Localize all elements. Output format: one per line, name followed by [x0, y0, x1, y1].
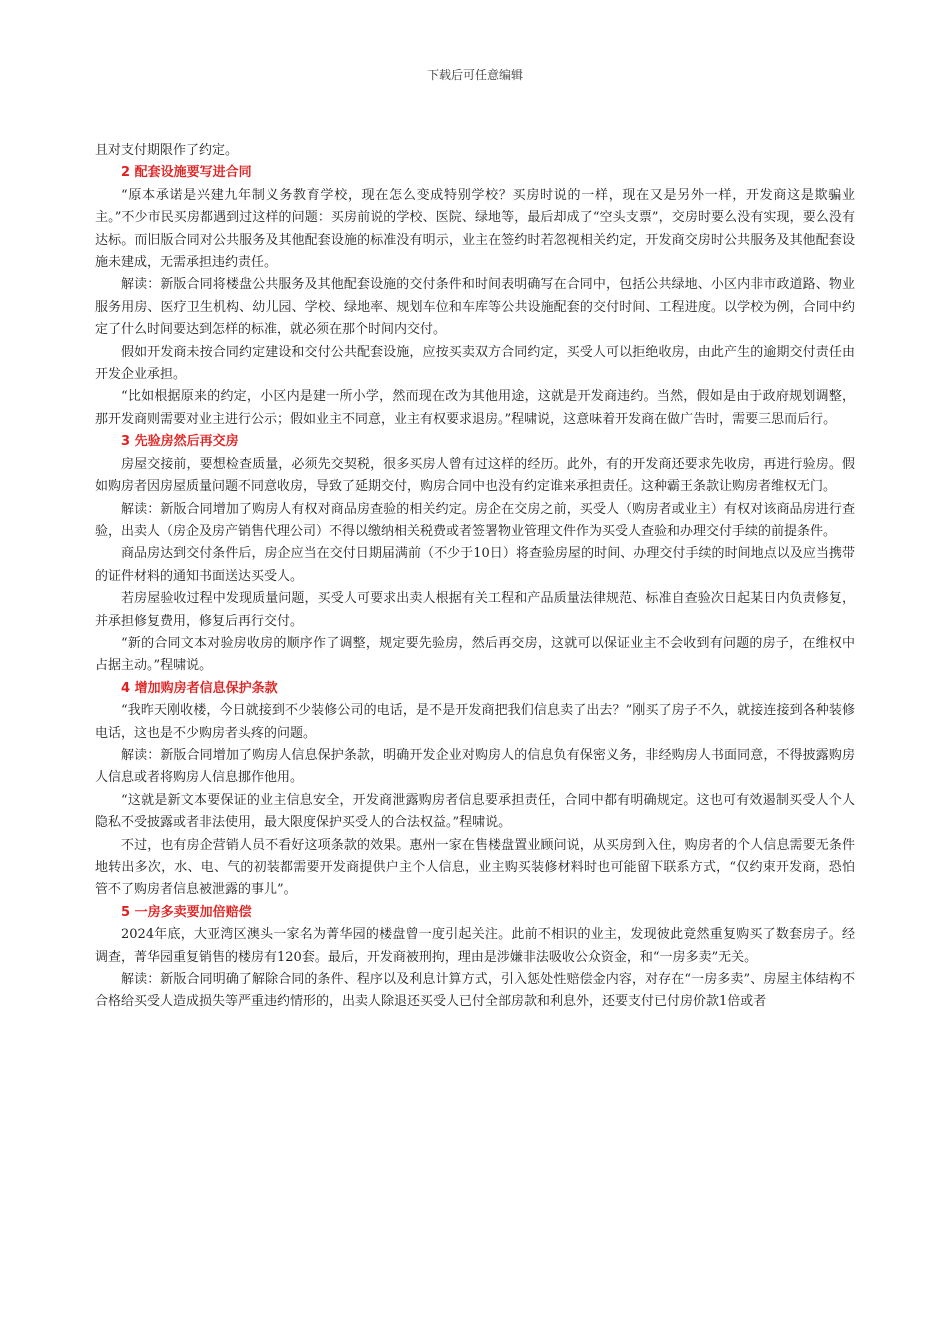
body-paragraph: “这就是新文本要保证的业主信息安全，开发商泄露购房者信息要承担责任，合同中都有明确规定。这也可有效遏制买受人个人隐私不受披露或者非法使用，最大限度保护买受人的合法权益。”程啸说。	[95, 792, 855, 831]
body-paragraph: 解读：新版合同明确了解除合同的条件、程序以及利息计算方式，引入惩处性赔偿金内容，对存在“一房多卖”、房屋主体结构不合格给买受人造成损失等严重违约情形的，出卖人除退还买受人已付全部房款和利息外，还要支付已付房价款1倍或者	[95, 972, 855, 1010]
document-body	[95, 140, 855, 1014]
body-paragraph: 商品房达到交付条件后，房企应当在交付日期届满前（不少于10日）将查验房屋的时间、办理交付手续的时间地点以及应当携带的证件材料的通知书面送达买受人。	[95, 546, 855, 584]
section-heading: 4 增加购房者信息保护条款	[121, 680, 278, 696]
body-paragraph: “我昨天刚收楼，今日就接到不少装修公司的电话，是不是开发商把我们信息卖了出去？”刚买了房子不久，就接连接到各种装修电话，这也是不少购房者头疼的问题。	[95, 703, 855, 741]
body-paragraph: 解读：新版合同增加了购房人信息保护条款，明确开发企业对购房人的信息负有保密义务，非经购房人书面同意，不得披露购房人信息或者将购房人信息挪作他用。	[95, 747, 855, 786]
page-header: 下载后可任意编辑	[426, 68, 523, 82]
body-paragraph: 若房屋验收过程中发现质量问题，买受人可要求出卖人根据有关工程和产品质量法律规范、标准自查验次日起某日内负责修复，并承担修复费用，修复后再行交付。	[95, 591, 855, 629]
section-heading: 5 一房多卖要加倍赔偿	[121, 904, 252, 920]
body-paragraph: 解读：新版合同将楼盘公共服务及其他配套设施的交付条件和时间表明确写在合同中，包括公共绿地、小区内非市政道路、物业服务用房、医疗卫生机构、幼儿园、学校、绿地率、规划车位和车库等公共设施配套的交付时间、工程进度。以学校为例，合同中约定了什么时间要达到怎样的标准，就必须在那个时间内交付。	[95, 277, 855, 338]
body-paragraph: 假如开发商未按合同约定建设和交付公共配套设施，应按买卖双方合同约定，买受人可以拒绝收房，由此产生的逾期交付责任由开发企业承担。	[95, 344, 855, 383]
body-paragraph: “比如根据原来的约定，小区内是建一所小学，然而现在改为其他用途，这就是开发商违约。当然，假如是由于政府规划调整，那开发商则需要对业主进行公示；假如业主不同意，业主有权要求退房。”程啸说，这意味着开发商在做广告时，需要三思而后行。	[95, 389, 855, 427]
body-paragraph: 且对支付期限作了约定。	[95, 143, 239, 158]
body-paragraph: 解读：新版合同增加了购房人有权对商品房查验的相关约定。房企在交房之前，买受人（购房者或业主）有权对该商品房进行查验，出卖人（房企及房产销售代理公司）不得以缴纳相关税费或者签署物业管理文件作为买受人查验和办理交付手续的前提条件。	[95, 501, 855, 539]
section-heading: 3 先验房然后再交房	[121, 434, 239, 450]
body-paragraph: 房屋交接前，要想检查质量，必须先交契税，很多买房人曾有过这样的经历。此外，有的开发商还要求先收房，再进行验房。假如购房者因房屋质量问题不同意收房，导致了延期交付，购房合同中也没有约定谁来承担责任。这种霸王条款让购房者维权无门。	[95, 456, 855, 495]
body-paragraph: 2024年底，大亚湾区澳头一家名为菁华园的楼盘曾一度引起关注。此前不相识的业主，发现彼此竟然重复购买了数套房子。经调查，菁华园重复销售的楼房有120套。最后，开发商被刑拘，理由是涉嫌非法吸收公众资金，和“一房多卖”无关。	[95, 927, 855, 965]
body-paragraph: “原本承诺是兴建九年制义务教育学校，现在怎么变成特别学校？买房时说的一样，现在又是另外一样，开发商这是欺骗业主。”不少市民买房都遇到过这样的问题：买房前说的学校、医院、绿地等，最后却成了“空头支票”，交房时要么没有实现，要么没有达标。而旧版合同对公共服务及其他配套设施的标准没有明示，业主在签约时若忽视相关约定，开发商交房时公共服务及其他配套设施未建成，无需承担违约责任。	[95, 187, 855, 271]
body-paragraph: “新的合同文本对验房收房的顺序作了调整，规定要先验房，然后再交房，这就可以保证业主不会收到有问题的房子，在维权中占据主动。”程啸说。	[95, 635, 855, 674]
section-heading: 2 配套设施要写进合同	[121, 165, 252, 181]
body-paragraph: 不过，也有房企营销人员不看好这项条款的效果。惠州一家在售楼盘置业顾问说，从买房到入住，购房者的个人信息需要无条件地转出多次，水、电、气的初装都需要开发商提供户主个人信息，业主购买装修材料时也可能留下联系方式，“仅约束开发商，恐怕管不了购房者信息被泄露的事儿”。	[95, 837, 855, 898]
